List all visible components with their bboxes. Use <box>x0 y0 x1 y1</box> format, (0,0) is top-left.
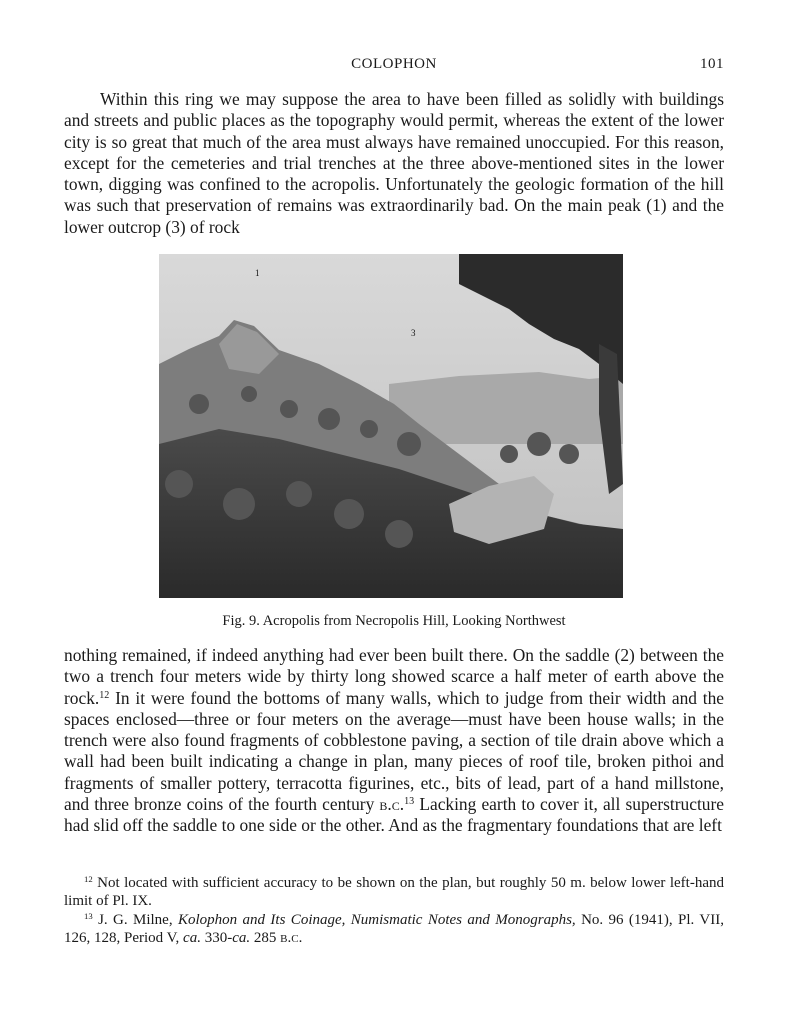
footnote-13 <box>64 911 724 947</box>
paragraph-2-text-b: In it were found the bottoms of many walls, which to judge from their width and the spaces enclosed—three or four meters on the average—must have been house walls; in the trench were also found fragments of cobblestone paving, a section of tile drain above which a wall had been built indicating a change in plan, many pieces of roof tile, broken pithoi and fragments of smaller pottery, terracotta figurines, etc., bits of lead, part of a hand millstone, and three bronze coins of the fourth century <box>64 687 724 815</box>
paragraph-2-text-a: nothing remained, if indeed anything had ever been built there. On the saddle (2) between the two a trench four meters wide by thirty long showed scarce a half meter of earth above the rock. <box>64 645 724 708</box>
footnote-13-text-a: J. G. Milne, <box>92 912 178 928</box>
footnotes <box>64 874 724 948</box>
footnote-13-ca-2: ca. <box>232 930 251 946</box>
paragraph-1: Within this ring we may suppose the area to have been filled as solidly with buildings and streets and public places as the topography would permit, whereas the extent of the lower city is so great that much of the area must always have remained unoccupied. For this reason, except for the cemeteries and trial trenches at the three above-mentioned sites in the lower town, digging was confined to the acropolis. Unfortunately the geologic formation of the hill was such that preservation of remains was extraordinarily bad. On the main peak (1) and the lower outcrop (3) of rock <box>64 89 724 237</box>
running-head <box>64 56 724 76</box>
footnote-13-text-c: 330- <box>200 930 233 946</box>
page-number: 101 <box>700 56 724 72</box>
acropolis-photo <box>159 254 623 598</box>
footnote-12 <box>64 874 724 910</box>
footnote-13-text-d: 285 <box>250 930 281 946</box>
footnote-12-number: 12 <box>84 873 93 884</box>
footnote-13-text-b: No. 96 (1941), Pl. VII, 126, 128, Period V, <box>64 912 724 946</box>
era-abbrev: b.c. <box>379 794 405 815</box>
footnote-13-era: b.c. <box>280 930 303 946</box>
footnote-ref-13: 13 <box>404 796 415 808</box>
figure-caption: Fig. 9. Acropolis from Necropolis Hill, Looking Northwest <box>222 613 566 629</box>
footnote-13-number: 13 <box>84 910 93 921</box>
paragraph-2-text-c: Lacking earth to cover it, all superstructure had slid off the saddle to one side or the other. And as the fragmentary foundations that are left <box>64 794 724 836</box>
figure-photo <box>159 254 623 598</box>
photo-marker-1: 1 <box>255 268 260 278</box>
footnote-13-ca-1: ca. <box>183 930 201 946</box>
paragraph-2 <box>64 645 724 837</box>
footnote-13-title: Kolophon and Its Coinage, Numismatic Notes and Monographs, <box>177 912 576 928</box>
footnote-12-text: Not located with sufficient accuracy to be shown on the plan, but roughly 50 m. below lower left-hand limit of Pl. IX. <box>64 875 724 909</box>
photo-marker-3: 3 <box>411 328 416 338</box>
running-title: COLOPHON <box>351 56 437 72</box>
footnote-ref-12: 12 <box>99 689 110 701</box>
